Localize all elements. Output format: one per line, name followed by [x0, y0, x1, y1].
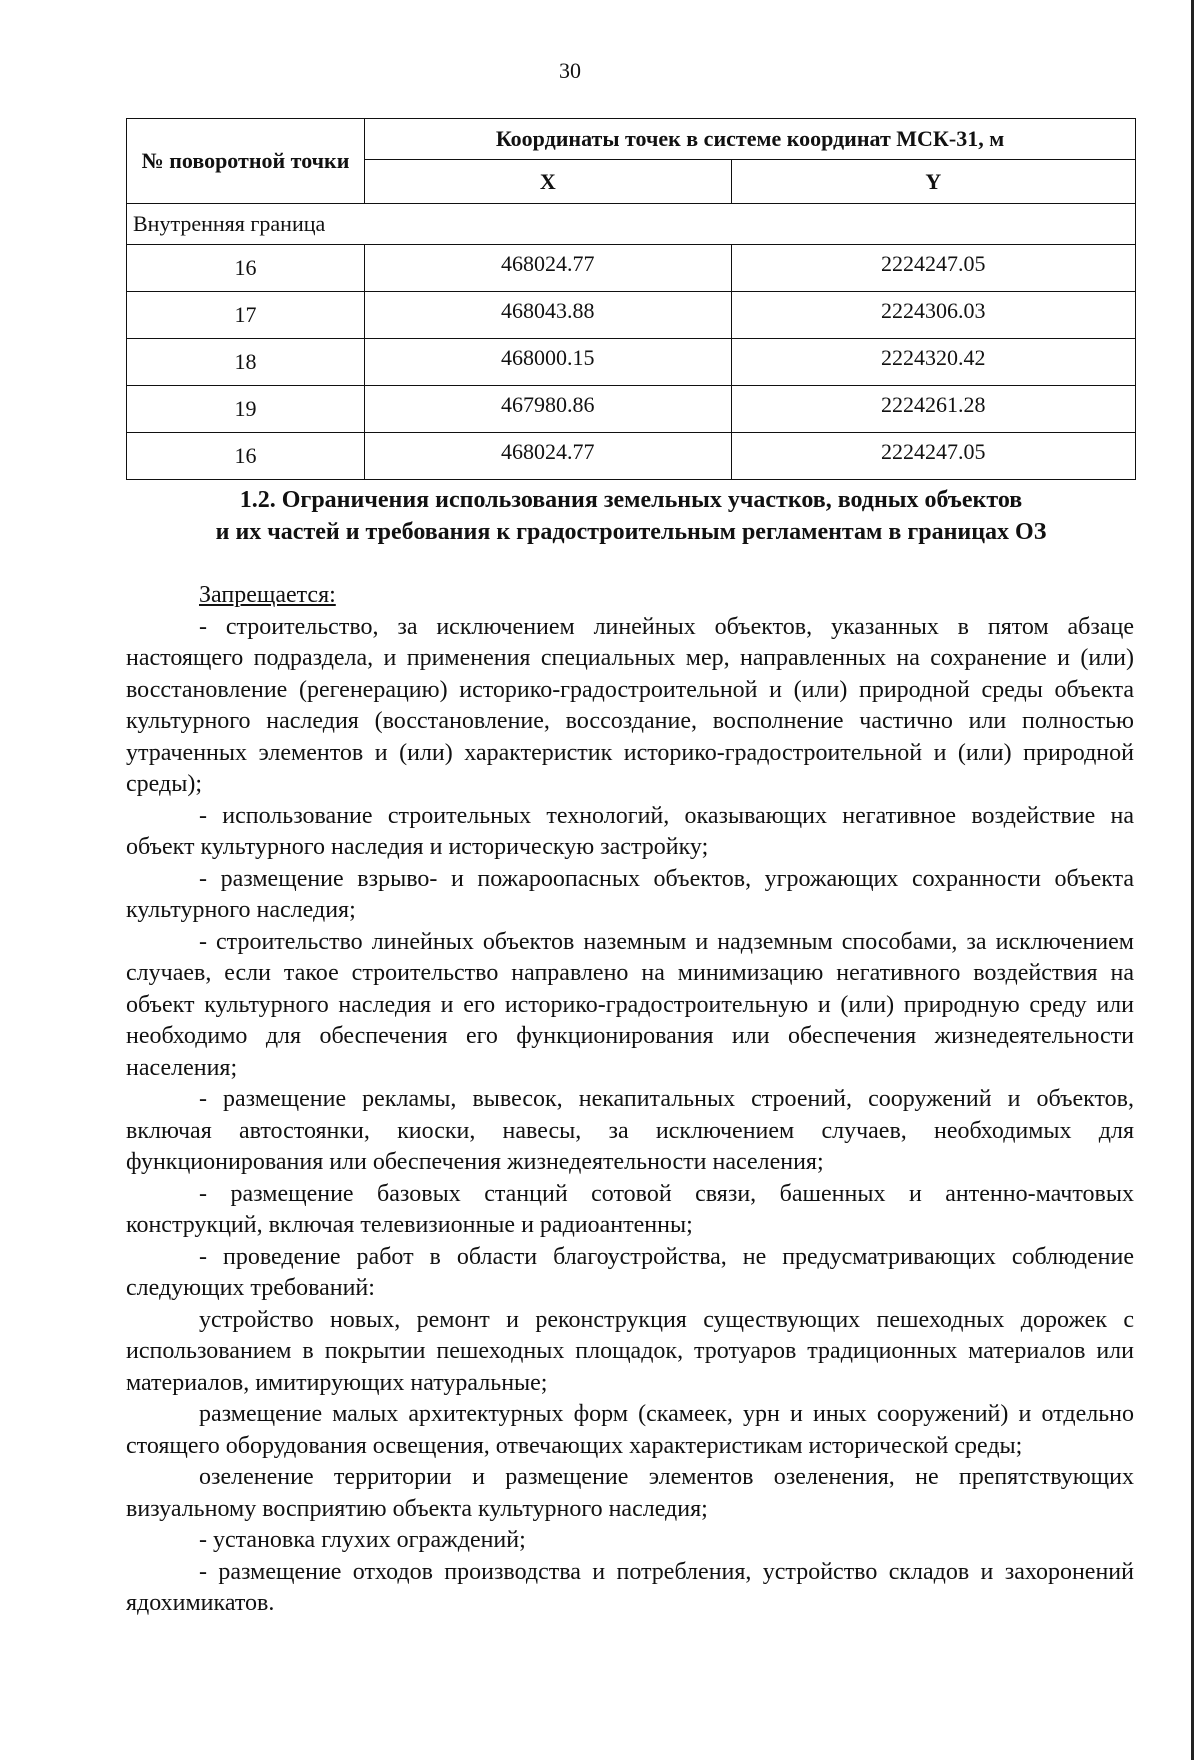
point-number: 19 — [127, 386, 365, 433]
paragraph: - размещение отходов производства и потребления, устройство складов и захоронений ядохимикатов. — [126, 1558, 1134, 1616]
section-heading — [126, 484, 1136, 548]
header-point-number: № поворотной точки — [127, 119, 365, 204]
coord-y: 2224320.42 — [731, 339, 1135, 386]
page-number: 30 — [559, 58, 581, 83]
coord-x: 468000.15 — [365, 339, 732, 386]
coord-y: 2224306.03 — [731, 292, 1135, 339]
section-label: Внутренняя граница — [127, 204, 1136, 245]
table-row — [127, 292, 1136, 339]
section-heading-line: и их частей и требования к градостроительным регламентам в границах ОЗ — [215, 519, 1047, 545]
point-number: 16 — [127, 433, 365, 480]
coord-y: 2224247.05 — [731, 433, 1135, 480]
coord-x: 468024.77 — [365, 245, 732, 292]
point-number: 17 — [127, 292, 365, 339]
body-text — [126, 580, 1134, 1620]
paragraph: устройство новых, ремонт и реконструкция существующих пешеходных дорожек с использованием в покрытии пешеходных площадок, тротуаров традиционных материалов или материалов, имитирующих натуральные; — [126, 1306, 1134, 1396]
table-section-row — [127, 204, 1136, 245]
point-number: 18 — [127, 339, 365, 386]
paragraph: - строительство, за исключением линейных объектов, указанных в пятом абзаце настоящего подраздела, и применения специальных мер, направленных на сохранение и (или) восстановление (регенерацию) историко-градостроительной и (или) природной среды объекта культурного наследия (восстановление, воссоздание, восполнение частично или полностью утраченных элементов и (или) характеристик историко-градостроительной и (или) природной среды); — [126, 613, 1134, 797]
coord-y: 2224247.05 — [731, 245, 1135, 292]
paragraph: - проведение работ в области благоустройства, не предусматривающих соблюдение следующих требований: — [126, 1243, 1134, 1301]
table-row — [127, 339, 1136, 386]
section-heading-line: 1.2. Ограничения использования земельных участков, водных объектов — [239, 487, 1023, 513]
coord-y: 2224261.28 — [731, 386, 1135, 433]
forbidden-label: Запрещается: — [199, 582, 336, 608]
paragraph: - строительство линейных объектов наземным и надземным способами, за исключением случаев, если такое строительство направлено на минимизацию негативного воздействия на объект культурного наследия и его историко-градостроительную и (или) природную среду или необходимо для обеспечения его функционирования или обеспечения жизнедеятельности населения; — [126, 928, 1134, 1081]
header-coordinates: Координаты точек в системе координат МСК-31, м — [365, 119, 1136, 160]
table-row — [127, 433, 1136, 480]
table-row — [127, 245, 1136, 292]
table-header-row — [127, 119, 1136, 160]
coord-x: 467980.86 — [365, 386, 732, 433]
paragraph: - использование строительных технологий, оказывающих негативное воздействие на объект культурного наследия и историческую застройку; — [126, 802, 1134, 860]
scan-edge-line — [1191, 0, 1194, 1760]
paragraph: озеленение территории и размещение элементов озеленения, не препятствующих визуальному восприятию объекта культурного наследия; — [126, 1464, 1134, 1522]
coordinates-table — [126, 118, 1136, 480]
coord-x: 468043.88 — [365, 292, 732, 339]
paragraph: - размещение взрыво- и пожароопасных объектов, угрожающих сохранности объекта культурного наследия; — [126, 865, 1134, 923]
point-number: 16 — [127, 245, 365, 292]
paragraph: - размещение базовых станций сотовой связи, башенных и антенно-мачтовых конструкций, включая телевизионные и радиоантенны; — [126, 1180, 1134, 1238]
paragraph: - размещение рекламы, вывесок, некапитальных строений, сооружений и объектов, включая автостоянки, киоски, навесы, за исключением случаев, необходимых для функционирования или обеспечения жизнедеятельности населения; — [126, 1086, 1134, 1175]
header-x: X — [365, 160, 732, 204]
table-row — [127, 386, 1136, 433]
header-y: Y — [731, 160, 1135, 204]
paragraph: размещение малых архитектурных форм (скамеек, урн и иных сооружений) и отдельно стоящего оборудования освещения, отвечающих характеристикам исторической среды; — [126, 1401, 1134, 1459]
paragraph: - установка глухих ограждений; — [199, 1527, 526, 1553]
coord-x: 468024.77 — [365, 433, 732, 480]
